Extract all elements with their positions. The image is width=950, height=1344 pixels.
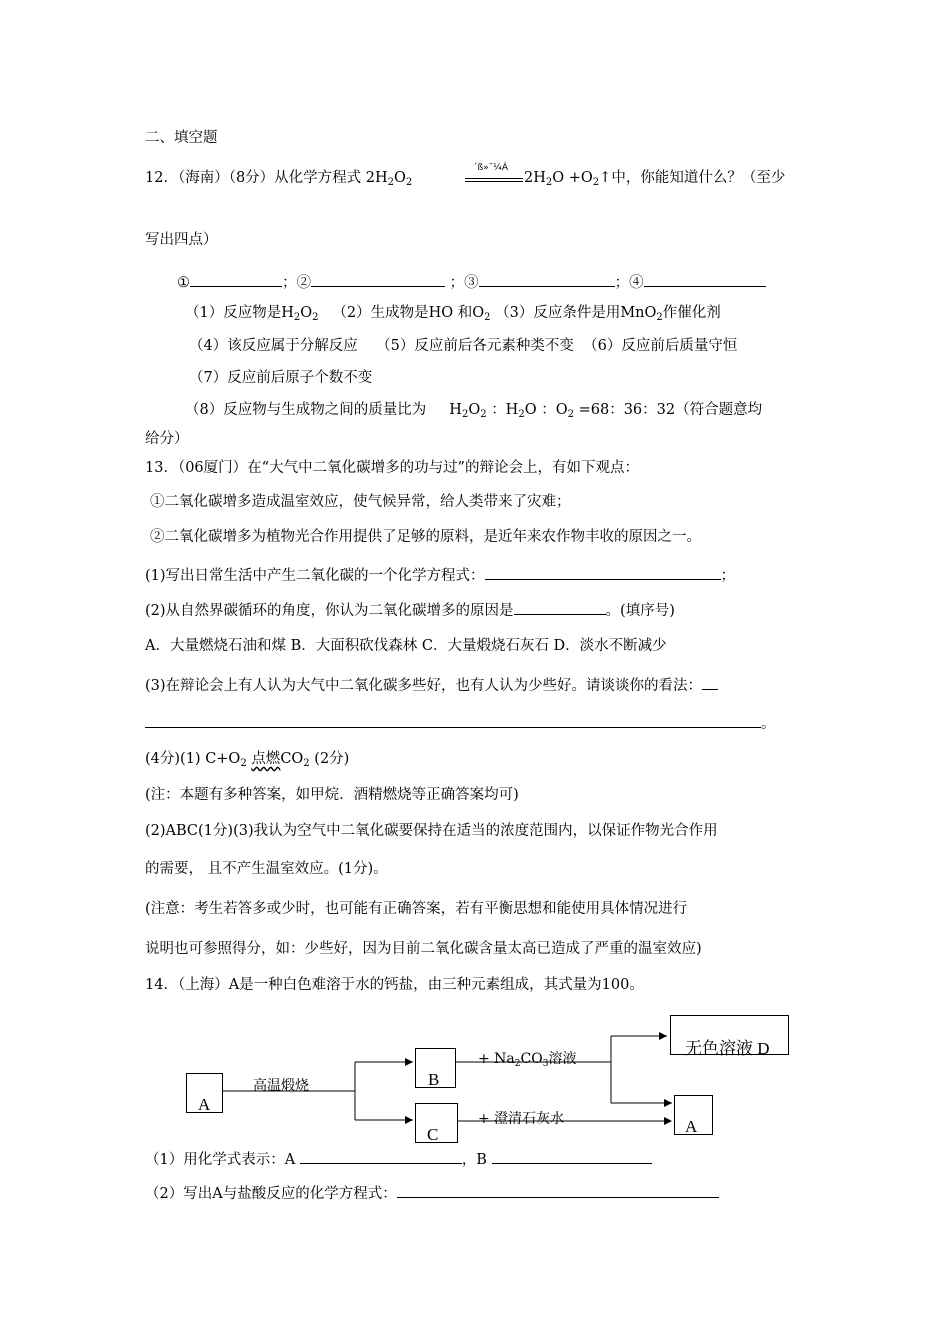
q13-note-1: (注：本题有多种答案，如甲烷．酒精燃烧等正确答案均可) [145,787,519,803]
q12-answer-line4: （8）反应物与生成物之间的质量比为 $H_2O_2$ ：$H_2O$ ：$O_2 =68$：36：32（符合题意均 [185,402,763,420]
q13-options: A．大量燃烧石油和煤 B．大面积砍伐森林 C．大量煅烧石灰石 D．淡水不断减少 [145,638,667,654]
q13-note-2: (注意：考生若答多或少时，也可能有正确答案，若有平衡思想和能使用具体情况进行 [145,901,688,917]
blank-marker-4: ；④ [614,275,644,291]
q13-part-2: (2)从自然界碳循环的角度，你认为二氧化碳增多的原因是 。(填序号) [145,600,675,621]
q13-answer-2: (2)ABC(1分)(3)我认为空气中二氧化碳要保持在适当的浓度范围内，以保证作物光合作用 [145,823,718,839]
q13-note-2b: 说明也可参照得分，如：少些好，因为目前二氧化碳含量太高已造成了严重的温室效应) [145,941,702,957]
q13-part-1: (1)写出日常生活中产生二氧化碳的一个化学方程式： ； [145,565,735,586]
box-d: 无色溶液 D [670,1015,789,1055]
q13-view-1: ①二氧化碳增多造成温室效应，使气候异常，给人类带来了灾难； [150,494,571,510]
box-a-product: A [674,1095,713,1135]
catalyst-label: ´ß»¯¼Á [473,163,509,173]
blank-marker-3: ；③ [449,275,479,291]
section-title: 二、填空题 [145,130,218,146]
q13-answer-1: (4分)(1) $C+O_2$ 点燃$CO_2$ (2分) [145,751,350,769]
q14-blank-a[interactable] [300,1149,462,1164]
q12-stem: 12．（海南）（8分）从化学方程式 $2H_2O_2$ [145,170,413,188]
q13-view-2: ②二氧化碳增多为植物光合作用提供了足够的原料，是近年来农作物丰收的原因之一。 [150,529,701,545]
q12-stem-line2: 写出四点） [145,232,218,248]
q12-answer-line2: （4）该反应属于分解反应 （5）反应前后各元素种类不变 （6）反应前后质量守恒 [189,338,738,354]
q12-answer-line5: 给分） [145,431,189,447]
q14-stem: 14．（上海）A是一种白色难溶于水的钙盐，由三种元素组成，其式量为100。 [145,977,644,993]
q12-answer-line1: （1）反应物是$H_2O_2$ （2）生成物是HO 和$O_2$ （3）反应条件是用MnO$_2$作催化剂 [185,305,721,323]
ignite-condition: 点燃 [251,751,281,767]
q14-blank-equation[interactable] [397,1183,719,1198]
blank-marker-2: ；② [282,275,311,291]
label-na2co3: + $Na_2CO_3$溶液 [478,1051,577,1069]
box-c: C [415,1103,458,1143]
q12-stem-products: $2H_2O$ $+O_2↑$中，你能知道什么？（至少 [524,170,786,188]
q14-blank-b[interactable] [492,1149,652,1164]
label-calcine: 高温煅烧 [253,1078,309,1094]
q13-part-3-line: 。 [145,713,776,734]
box-a: A [186,1073,223,1113]
q14-part-1: （1）用化学式表示：A ，B [145,1149,652,1170]
blank-marker-1: ① [177,275,190,291]
box-b: B [415,1048,456,1088]
q13-answer-2b: 的需要， 且不产生温室效应。(1分)。 [145,861,388,877]
q12-answer-line3: （7）反应前后原子个数不变 [189,370,373,386]
label-limewater: + 澄清石灰水 [478,1111,565,1127]
q13-stem: 13．（06厦门）在“大气中二氧化碳增多的功与过”的辩论会上，有如下观点： [145,460,639,476]
q13-part-3: (3)在辩论会上有人认为大气中二氧化碳多些好，也有人认为少些好。请谈谈你的看法： [145,675,718,696]
q14-part-2: （2）写出A与盐酸反应的化学方程式： [145,1183,719,1204]
